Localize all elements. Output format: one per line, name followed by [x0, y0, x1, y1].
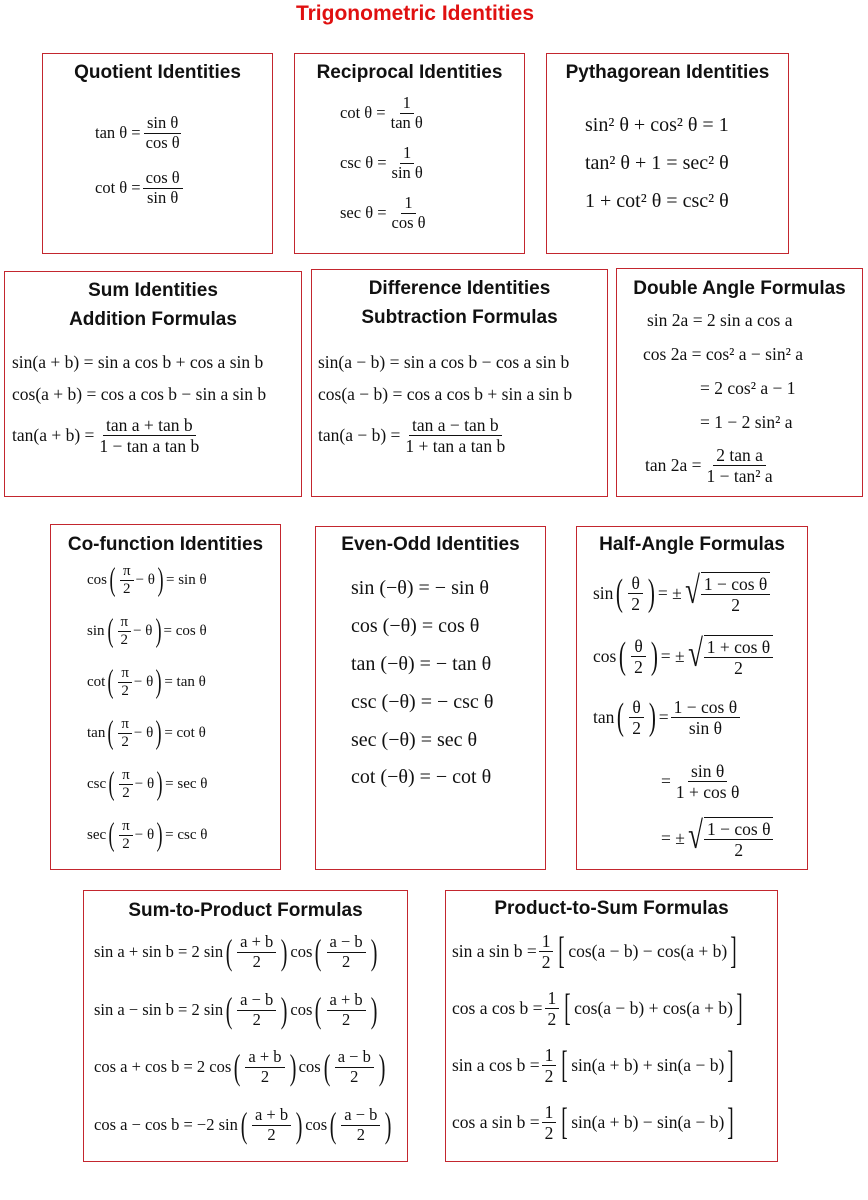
even-odd-sin: sin (−θ) = − sin θ	[351, 577, 489, 599]
reciprocal-title: Reciprocal Identities	[316, 62, 503, 83]
cofunction-row: cot ( $\frac{\pi}{2}$ − θ ) = tan θ	[87, 664, 206, 701]
half-angle-tan-1: tan ( $\frac{\theta}{2}$ ) = $\frac{\text{1 − cos θ}}{\text{sin θ}}$	[593, 697, 742, 738]
sum-title-1: Sum Identities	[88, 280, 218, 301]
sum-to-product-row: cos a + cos b = 2 cos ( $\frac{a + b}{2}$ ) cos ( $\frac{a - b}{2}$ )	[94, 1047, 386, 1088]
pythagorean-identities-box	[546, 53, 789, 254]
product-to-sum-box	[445, 890, 778, 1162]
even-odd-sec: sec (−θ) = sec θ	[351, 729, 478, 751]
difference-title-1: Difference Identities	[368, 278, 551, 299]
product-to-sum-title: Product-to-Sum Formulas	[494, 898, 729, 919]
product-to-sum-row: sin a cos b = $\frac{1}{2}$ [ sin(a + b) + sin(a − b) ]	[452, 1044, 734, 1087]
even-odd-cos: cos (−θ) = cos θ	[351, 615, 480, 637]
difference-sin: sin(a − b) = sin a cos b − cos a sin b	[318, 352, 570, 372]
reciprocal-cot: cot θ = $\frac{1}{\text{tan θ}}$	[340, 93, 423, 132]
pythagorean-line-3: 1 + cot² θ = csc² θ	[585, 190, 729, 212]
cofunction-row: sec ( $\frac{\pi}{2}$ − θ ) = csc θ	[87, 817, 208, 854]
difference-tan: tan(a − b) = $\frac{\text{tan a − tan b}}{\text{1 + tan a tan b}}$	[318, 415, 506, 457]
double-angle-box	[616, 268, 863, 497]
page-title: Trigonometric Identities	[295, 2, 535, 25]
pythagorean-line-2: tan² θ + 1 = sec² θ	[585, 152, 729, 174]
cofunction-row: tan ( $\frac{\pi}{2}$ − θ ) = cot θ	[87, 715, 206, 752]
double-cos-2: = 2 cos² a − 1	[700, 378, 796, 398]
product-to-sum-row: sin a sin b = $\frac{1}{2}$ [ cos(a − b) − cos(a + b) ]	[452, 930, 737, 973]
difference-identities-box	[311, 269, 608, 497]
sum-to-product-title: Sum-to-Product Formulas	[128, 900, 363, 921]
double-angle-title: Double Angle Formulas	[633, 278, 846, 299]
cofunction-box	[50, 524, 281, 870]
reciprocal-sec: sec θ = $\frac{1}{\text{cos θ}}$	[340, 193, 426, 232]
reciprocal-csc: csc θ = $\frac{1}{\text{sin θ}}$	[340, 143, 423, 182]
sum-to-product-row: cos a − cos b = −2 sin ( $\frac{a + b}{2}$ ) cos ( $\frac{a - b}{2}$ )	[94, 1105, 392, 1146]
half-angle-cos: cos ( $\frac{\theta}{2}$ ) = ± √ $\frac{\text{1 + cos θ}}{2}$	[593, 635, 773, 678]
half-angle-tan-2: = $\frac{\text{sin θ}}{\text{1 + cos θ}}$	[661, 761, 740, 803]
sum-sin: sin(a + b) = sin a cos b + cos a sin b	[12, 352, 264, 372]
half-angle-tan-3: = ± √ $\frac{\text{1 − cos θ}}{2}$	[661, 817, 773, 860]
product-to-sum-row: cos a sin b = $\frac{1}{2}$ [ sin(a + b) − sin(a − b) ]	[452, 1101, 734, 1144]
double-tan: tan 2a = $\frac{\text{2 tan a}}{\text{1 − tan² a}}$	[645, 445, 773, 487]
product-to-sum-row: cos a cos b = $\frac{1}{2}$ [ cos(a − b) + cos(a + b) ]	[452, 987, 743, 1030]
cofunction-row: sin ( $\frac{\pi}{2}$ − θ ) = cos θ	[87, 613, 207, 650]
quotient-tan: tan θ = $\frac{\text{sin θ}}{\text{cos θ}}$	[95, 113, 180, 152]
half-angle-sin: sin ( $\frac{\theta}{2}$ ) = ± √ $\frac{\text{1 − cos θ}}{2}$	[593, 572, 770, 615]
double-cos-1: cos 2a = cos² a − sin² a	[643, 344, 803, 364]
even-odd-box	[315, 526, 546, 870]
even-odd-title: Even-Odd Identities	[341, 534, 520, 555]
cofunction-row: cos ( $\frac{\pi}{2}$ − θ ) = sin θ	[87, 562, 207, 599]
sum-identities-box	[4, 271, 302, 497]
quotient-title: Quotient Identities	[74, 62, 241, 83]
even-odd-csc: csc (−θ) = − csc θ	[351, 691, 494, 713]
pythagorean-line-1: sin² θ + cos² θ = 1	[585, 114, 729, 136]
sum-to-product-row: sin a − sin b = 2 sin ( $\frac{a - b}{2}$ ) cos ( $\frac{a + b}{2}$ )	[94, 990, 378, 1031]
reciprocal-identities-box	[294, 53, 525, 254]
sum-tan: tan(a + b) = $\frac{\text{tan a + tan b}}{\text{1 − tan a tan b}}$	[12, 415, 200, 457]
half-angle-title: Half-Angle Formulas	[599, 534, 785, 555]
half-angle-box	[576, 526, 808, 870]
even-odd-cot: cot (−θ) = − cot θ	[351, 766, 492, 788]
sum-cos: cos(a + b) = cos a cos b − sin a sin b	[12, 384, 267, 404]
cofunction-title: Co-function Identities	[67, 534, 264, 555]
cofunction-row: csc ( $\frac{\pi}{2}$ − θ ) = sec θ	[87, 766, 208, 803]
difference-cos: cos(a − b) = cos a cos b + sin a sin b	[318, 384, 573, 404]
sum-to-product-box	[83, 890, 408, 1162]
pythagorean-title: Pythagorean Identities	[565, 62, 770, 83]
quotient-identities-box	[42, 53, 273, 254]
sum-title-2: Addition Formulas	[69, 309, 237, 330]
double-cos-3: = 1 − 2 sin² a	[700, 412, 793, 432]
quotient-cot: cot θ = $\frac{\text{cos θ}}{\text{sin θ}}$	[95, 169, 185, 208]
difference-title-2: Subtraction Formulas	[361, 307, 558, 328]
sum-to-product-row: sin a + sin b = 2 sin ( $\frac{a + b}{2}$ ) cos ( $\frac{a - b}{2}$ )	[94, 932, 378, 973]
even-odd-tan: tan (−θ) = − tan θ	[351, 653, 492, 675]
double-sin: sin 2a = 2 sin a cos a	[647, 310, 793, 330]
